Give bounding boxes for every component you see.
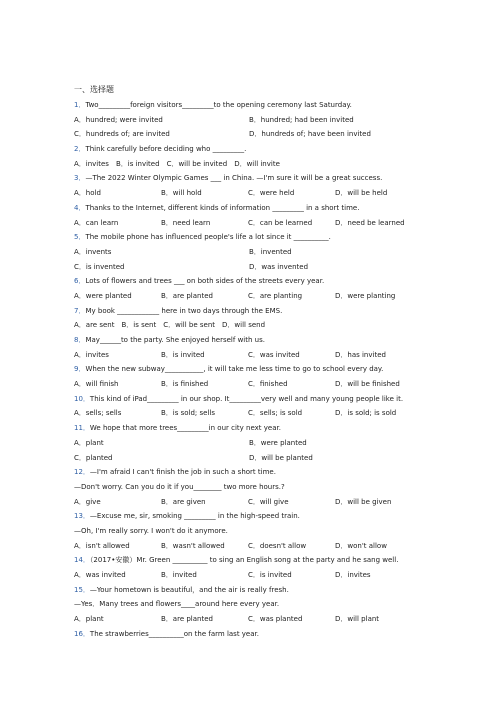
question-text: —Don't worry. Can you do it if you________ two more hours.? [74,482,285,491]
options-row [74,113,474,128]
question-number: 13． [74,512,90,521]
question-number: 8． [74,336,86,344]
question-number: 2． [74,145,86,154]
answer-option: C．will give [248,497,289,506]
answer-option: A．was invited [74,571,126,579]
answer-option: D．will be given [335,497,392,506]
question-text: —The 2022 Winter Olympic Games ___ in China. —I'm sure it will be a great success. [85,174,383,183]
section-title: 一、选择题 [74,85,114,94]
answer-option: C．hundreds of; are invited [74,130,170,139]
question-stem [74,142,474,157]
answer-option: B．wasn't allowed [161,541,225,550]
answer-option: B．are planted [161,291,213,300]
question-number: 1． [74,101,86,109]
answer-option: C．was planted [248,615,303,624]
answer-option: D．need be learned [335,218,405,227]
question-text: The strawberries__________on the farm last year. [89,629,259,638]
answer-option: A．sells; sells [74,409,122,418]
answer-option: A．were planted [74,291,132,300]
question-stem [74,597,474,612]
options-row [74,539,474,554]
question-stem [74,392,474,407]
answer-option: D．will invite [234,159,280,168]
answer-option: B．need learn [161,218,211,227]
question-number: 6． [74,277,86,286]
answer-option: D．has invited [335,350,386,359]
options-row [74,318,474,333]
answer-option: C．will be sent [163,321,216,330]
answer-option: D．is sold; is sold [335,409,397,418]
answer-option: D．won't allow [335,541,387,550]
question-text: —Oh, I'm really sorry. I won't do it anymore. [74,526,228,535]
question-number: 4． [74,203,86,212]
question-number: 16． [74,629,90,638]
answer-option: D．was invented [249,262,309,271]
answer-option: A．are sent [74,321,115,330]
answer-option: C．doesn't allow [248,541,307,550]
question-stem [74,583,474,598]
question-number: 15． [74,585,90,594]
question-number: 11． [74,424,90,433]
question-stem [74,230,474,245]
question-stem [74,304,474,319]
answer-option: B．invited [161,571,197,579]
answer-option: A．plant [74,438,104,447]
options-row [74,406,474,421]
question-stem [74,333,474,348]
question-stem [74,201,474,216]
answer-option: C．finished [248,380,288,389]
answer-option: A．invents [74,247,112,256]
options-row [74,436,474,451]
answer-option: B．is sold; sells [161,409,216,418]
answer-option: D．hundreds of; have been invited [249,130,371,139]
answer-option: B．will hold [161,189,202,198]
answer-option: B．are planted [161,615,213,624]
question-stem [74,465,474,480]
answer-option: D．will send [222,321,266,330]
question-text: This kind of iPad_________ in our shop. It_________very well and many young people like it. [89,394,404,403]
question-stem [74,421,474,436]
question-number: 5． [74,233,86,242]
answer-option: B．invented [249,247,292,256]
question-stem [74,362,474,377]
question-text: （2017•安徽）Mr. Green __________ to sing an English song at the party and he sang well. [89,556,399,565]
answer-option: A．hold [74,189,101,198]
question-stem [74,98,474,113]
question-text: When the new subway___________, it will take me less time to go to school every day. [85,365,384,374]
question-text: We hope that more trees_________in our city next year. [89,424,281,433]
question-text: Two_________foreign visitors_________to the opening ceremony last Saturday. [85,101,352,109]
answer-option: D．invites [335,571,371,579]
question-text: Think carefully before deciding who _________. [85,145,247,154]
answer-option: A．can learn [74,218,119,227]
options-row [74,495,474,510]
question-stem [74,480,474,495]
question-stem [74,627,474,642]
question-text: My book ____________ here in two days through the EMS. [85,306,283,315]
answer-option: B．were planted [249,438,307,447]
answer-option: A．will finish [74,380,119,389]
answer-option: D．were planting [335,291,396,300]
answer-option: D．will be held [335,189,388,198]
answer-option: A．invites [74,159,109,168]
answer-option: C．can be learned [248,218,313,227]
question-number: 9． [74,365,86,374]
answer-option: C．is invented [74,262,125,271]
answer-option: A．hundred; were invited [74,115,163,124]
options-row [74,216,474,231]
question-number: 3． [74,174,86,183]
question-text: —I'm afraid I can't finish the job in such a short time. [89,468,276,477]
answer-option: D．will be planted [249,453,313,462]
answer-option: A．give [74,497,101,506]
question-text: Thanks to the Internet, different kinds of information _________ in a short time. [85,203,360,212]
question-stem [74,524,474,539]
options-row [74,260,474,275]
options-row [74,612,474,627]
options-row [74,451,474,466]
question-stem [74,509,474,524]
answer-option: B．is invited [115,159,160,168]
answer-option: A．plant [74,615,104,624]
answer-option: B．is sent [121,321,157,330]
answer-option: D．will be finished [335,380,400,389]
question-list [74,98,474,641]
options-row [74,568,474,583]
options-row [74,377,474,392]
question-number: 10． [74,394,90,403]
answer-option: C．are planting [248,291,303,300]
answer-option: C．planted [74,453,113,462]
question-text: —Your hometown is beautiful，and the air is really fresh. [89,585,289,594]
answer-option: B．is finished [161,380,209,389]
question-number: 7． [74,306,86,315]
options-row [74,348,474,363]
answer-option: A．invites [74,350,109,359]
answer-option: C．was invited [248,350,300,359]
question-number: 12． [74,468,90,477]
answer-option: B．are given [161,497,206,506]
question-stem [74,274,474,289]
question-text: —Excuse me, sir, smoking _________ in the high-speed train. [89,512,300,521]
options-row [74,289,474,304]
options-row [74,157,474,172]
question-text: The mobile phone has influenced people's life a lot since it __________. [85,233,331,242]
answer-option: B．hundred; had been invited [249,115,354,124]
answer-option: A．isn't allowed [74,541,130,550]
answer-option: C．will be invited [166,159,228,168]
options-row [74,127,474,142]
question-stem [74,553,474,568]
question-text: —Yes．Many trees and flowers____around here every year. [74,600,280,609]
question-stem [74,171,474,186]
answer-option: C．were held [248,189,295,198]
answer-option: C．sells; is sold [248,409,303,418]
answer-option: D．will plant [335,615,380,624]
answer-option: B．is invited [161,350,205,359]
answer-option: C．is invited [248,571,292,579]
question-text: Lots of flowers and trees ___ on both sides of the streets every year. [85,277,325,286]
options-row [74,245,474,260]
question-number: 14． [74,556,90,565]
question-text: May______to the party. She enjoyed herself with us. [85,336,265,344]
options-row [74,186,474,201]
